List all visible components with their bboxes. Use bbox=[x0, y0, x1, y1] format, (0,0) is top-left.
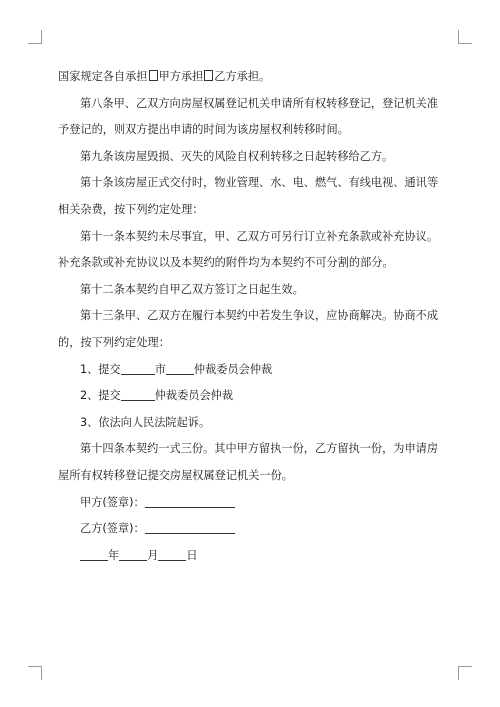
day-blank bbox=[158, 548, 186, 561]
option-1 bbox=[58, 357, 448, 384]
article-14: 第十四条本契约一式三份。其中甲方留执一份，乙方留执一份，为申请房屋所有权转移登记提交房屋权属登记机关一份。 bbox=[58, 442, 439, 482]
arbitration-blank bbox=[121, 388, 155, 401]
option-3: 3、依法向人民法院起诉。 bbox=[80, 415, 211, 429]
signing-date bbox=[58, 543, 448, 570]
text-segment: 乙方承担。 bbox=[214, 70, 271, 83]
party-a-label: 甲方(签章)： bbox=[80, 495, 145, 509]
option-text: 市 bbox=[154, 362, 166, 376]
article-9: 第九条该房屋毁损、灭失的风险自权利转移之日起转移给乙方。 bbox=[80, 149, 394, 163]
signature-blank bbox=[145, 521, 235, 534]
party-a-signature bbox=[58, 490, 448, 517]
option-text: 2、提交 bbox=[80, 389, 121, 403]
article-13: 第十三条甲、乙双方在履行本契约中若发生争议，应协商解决。协商不成的，按下列约定处理： bbox=[58, 309, 439, 349]
option-text: 仲裁委员会仲裁 bbox=[154, 389, 234, 403]
day-label: 日 bbox=[186, 548, 198, 562]
month-blank bbox=[119, 548, 147, 561]
option-2 bbox=[58, 383, 448, 410]
year-label: 年 bbox=[108, 548, 120, 562]
document-body bbox=[58, 64, 448, 569]
crop-mark-top-left bbox=[28, 30, 42, 44]
option-text: 1、提交 bbox=[80, 362, 121, 376]
article-10: 第十条该房屋正式交付时，物业管理、水、电、燃气、有线电视、通讯等相关杂费，按下列约定处理： bbox=[58, 176, 439, 216]
continuation-line bbox=[58, 64, 448, 91]
month-label: 月 bbox=[147, 548, 159, 562]
party-b-signature bbox=[58, 516, 448, 543]
checkbox-icon bbox=[149, 70, 158, 81]
crop-mark-bottom-right bbox=[458, 666, 472, 680]
signature-blank bbox=[145, 495, 235, 508]
article-11: 第十一条本契约未尽事宜，甲、乙双方可另行订立补充条款或补充协议。补充条款或补充协议以及本契约的附件均为本契约不可分割的部分。 bbox=[58, 229, 439, 270]
option-text: 仲裁委员会仲裁 bbox=[193, 362, 273, 376]
city-blank bbox=[121, 362, 155, 375]
text-segment: 国家规定各自承担 bbox=[58, 70, 148, 83]
article-12: 第十二条本契约自甲乙双方签订之日起生效。 bbox=[80, 282, 304, 296]
party-b-label: 乙方(签章)： bbox=[80, 522, 145, 536]
crop-mark-bottom-left bbox=[28, 666, 42, 680]
text-segment: 甲方承担 bbox=[158, 70, 204, 83]
crop-mark-top-right bbox=[458, 30, 472, 44]
article-8: 第八条甲、乙双方向房屋权属登记机关申请所有权转移登记，登记机关准予登记的，则双方提出申请的时间为该房屋权利转移时间。 bbox=[58, 96, 439, 137]
year-blank bbox=[80, 548, 108, 561]
arbitration-blank bbox=[166, 362, 194, 375]
checkbox-icon bbox=[204, 70, 213, 81]
